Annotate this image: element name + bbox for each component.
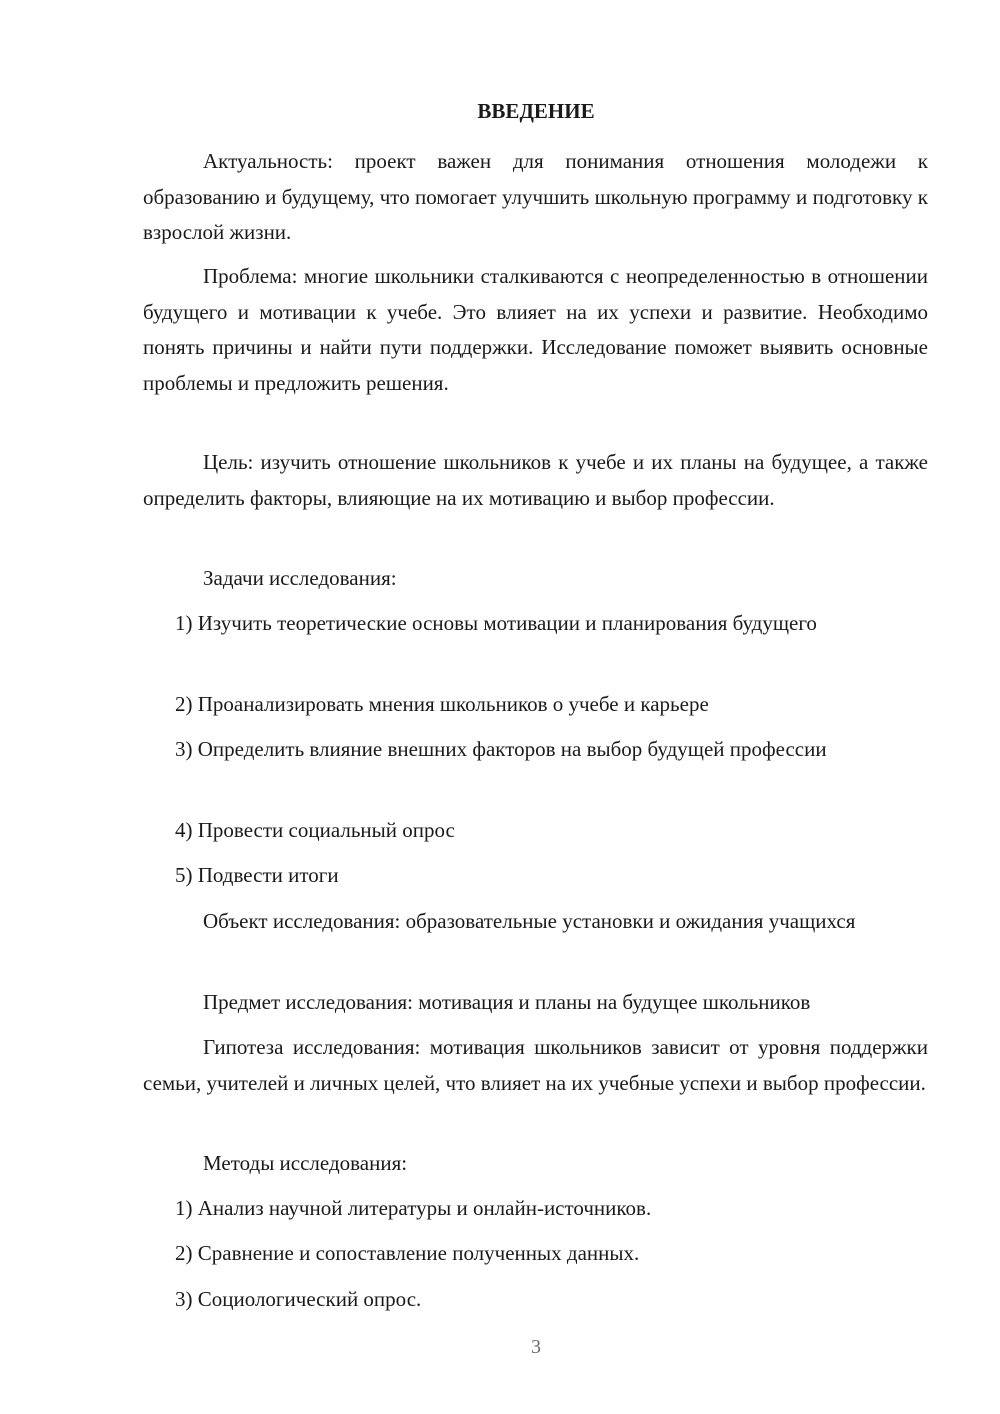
page-number: 3 bbox=[531, 1336, 541, 1358]
subject-paragraph: Предмет исследования: мотивация и планы на будущее школьников bbox=[203, 990, 811, 1014]
hypothesis-paragraph: Гипотеза исследования: мотивация школьников зависит от уровня поддержки семьи, учителей и личных целей, что влияет на их учебные успехи и выбор профессии. bbox=[143, 1035, 928, 1095]
tasks-heading: Задачи исследования: bbox=[203, 566, 397, 590]
task-item-5: 5) Подвести итоги bbox=[175, 863, 339, 887]
task-item-4: 4) Провести социальный опрос bbox=[175, 818, 455, 842]
relevance-paragraph: Актуальность: проект важен для понимания отношения молодежи к образованию и будущему, что помогает улучшить школьную программу и подготовку к взрослой жизни. bbox=[143, 149, 928, 244]
section-heading: ВВЕДЕНИЕ bbox=[477, 99, 595, 123]
task-item-2: 2) Проанализировать мнения школьников о учебе и карьере bbox=[175, 692, 709, 716]
problem-paragraph: Проблема: многие школьники сталкиваются с неопределенностью в отношении будущего и мотивации к учебе. Это влияет на их успехи и развитие. Необходимо понять причины и найти пути поддержки. Исследование поможет выявить основные проблемы и предложить решения. bbox=[143, 264, 928, 395]
task-item-1: 1) Изучить теоретические основы мотивации и планирования будущего bbox=[175, 611, 817, 635]
method-item-1: 1) Анализ научной литературы и онлайн-источников. bbox=[175, 1196, 652, 1220]
goal-paragraph: Цель: изучить отношение школьников к учебе и их планы на будущее, а также определить факторы, влияющие на их мотивацию и выбор профессии. bbox=[143, 450, 928, 510]
method-item-3: 3) Социологический опрос. bbox=[175, 1287, 422, 1311]
method-item-2: 2) Сравнение и сопоставление полученных данных. bbox=[175, 1241, 640, 1265]
methods-heading: Методы исследования: bbox=[203, 1151, 408, 1175]
object-paragraph: Объект исследования: образовательные установки и ожидания учащихся bbox=[203, 909, 856, 933]
task-item-3: 3) Определить влияние внешних факторов на выбор будущей профессии bbox=[175, 737, 827, 761]
